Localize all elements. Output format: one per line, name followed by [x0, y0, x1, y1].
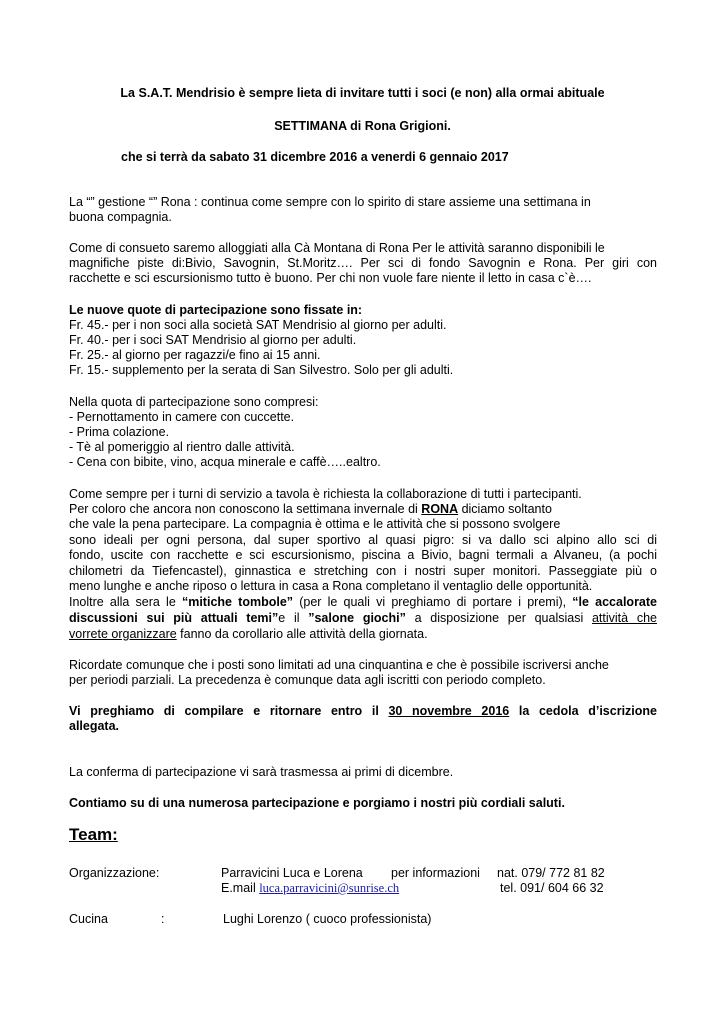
compresi-item: - Pernottamento in camere con cuccette. — [69, 410, 295, 424]
compresi-title: Nella quota di partecipazione sono compresi: — [69, 395, 319, 409]
quote-item: Fr. 40.- per i soci SAT Mendrisio al giorno per adulti. — [69, 333, 357, 347]
servizio-line-4: sono ideali per ogni persona, dal super sportivo al quasi pigro: si va dallo sci alpino allo sci di — [69, 533, 657, 547]
servizio-line-7: meno lunghe e anche riposo o lettura in casa a Rona completano il ventaglio delle opportunità. — [69, 579, 593, 593]
servizio-line-9 — [69, 611, 657, 626]
servizio-line-5: fondo, uscite con racchette e sci escursionismo, piscina a Bivio, bagni termali a Alvaneu, (a pochi — [69, 548, 657, 562]
servizio-text: Per coloro che ancora non conoscono la settimana invernale di — [69, 502, 422, 516]
scadenza-text: la cedola d’iscrizione — [509, 704, 657, 718]
servizio-text: (per le quali vi preghiamo di portare i premi), — [293, 595, 573, 609]
email-link[interactable]: luca.parravicini@sunrise.ch — [259, 881, 400, 895]
servizio-line-8 — [69, 595, 657, 610]
alloggio-line-3: racchette e sci escursionismo tutto è buono. Per chi non vuole fare niente il letto in casa c`è…. — [69, 271, 592, 285]
quote-title: Le nuove quote di partecipazione sono fissate in: — [69, 303, 363, 317]
info-label: per informazioni — [391, 866, 480, 880]
phone-landline: tel. 091/ 604 66 32 — [500, 881, 604, 895]
servizio-line-2 — [69, 502, 552, 517]
compresi-item: - Prima colazione. — [69, 425, 170, 439]
attivita-underlined: vorrete organizzare — [69, 627, 177, 641]
servizio-text: e il — [278, 611, 309, 625]
conferma-line: La conferma di partecipazione vi sarà trasmessa ai primi di dicembre. — [69, 765, 454, 779]
compresi-item: - Tè al pomeriggio al rientro dalle attività. — [69, 440, 295, 454]
servizio-line-1: Come sempre per i turni di servizio a tavola è richiesta la collaborazione di tutti i partecipanti. — [69, 487, 582, 501]
scadenza-line-1 — [69, 704, 657, 719]
salone-giochi-emphasis: ”salone giochi” — [308, 611, 406, 625]
alloggio-line-2: magnifiche piste di:Bivio, Savognin, St.Moritz…. Per sci di fondo Savognin e Rona. Per giri con — [69, 256, 657, 270]
rona-emphasis: RONA — [421, 502, 459, 516]
servizio-text: diciamo soltanto — [458, 502, 552, 516]
intro-line-1: La “” gestione “” Rona : continua come sempre con lo spirito di stare assieme una settimana in — [69, 195, 591, 209]
cucina-colon: : — [161, 912, 165, 926]
saluti-line: Contiamo su di una numerosa partecipazione e porgiamo i nostri più cordiali saluti. — [69, 796, 565, 810]
servizio-line-10 — [69, 627, 428, 642]
email-label: E.mail — [221, 881, 260, 895]
org-name: Parravicini Luca e Lorena — [221, 866, 363, 880]
header-line-1: La S.A.T. Mendrisio è sempre lieta di invitare tutti i soci (e non) alla ormai abituale — [120, 86, 605, 100]
servizio-line-3: che vale la pena partecipare. La compagnia è ottima e le attività che si possono svolgere — [69, 517, 561, 531]
discussioni-emphasis: “le accalorate — [572, 595, 657, 609]
team-heading: Team: — [69, 825, 118, 844]
servizio-line-6: chilometri da Tiefencastel), ginnastica e stretching con i nostri super monitori. Passeggiate più o — [69, 564, 657, 578]
attivita-underlined: attività che — [591, 611, 657, 625]
intro-line-2: buona compagnia. — [69, 210, 172, 224]
quote-item: Fr. 25.- al giorno per ragazzi/e fino ai 15 anni. — [69, 348, 321, 362]
quote-item: Fr. 15.- supplemento per la serata di San Silvestro. Solo per gli adulti. — [69, 363, 454, 377]
posti-line-2: per periodi parziali. La precedenza è comunque data agli iscritti con periodo completo. — [69, 673, 546, 687]
scadenza-text: Vi preghiamo di compilare e ritornare entro il — [69, 704, 389, 718]
quote-item: Fr. 45.- per i non soci alla società SAT Mendrisio al giorno per adulti. — [69, 318, 447, 332]
header-title: SETTIMANA di Rona Grigioni. — [274, 119, 451, 133]
discussioni-emphasis: discussioni sui più attuali temi” — [69, 611, 279, 625]
servizio-text: a disposizione per qualsiasi — [405, 611, 592, 625]
cucina-label: Cucina — [69, 912, 108, 926]
cucina-name: Lughi Lorenzo ( cuoco professionista) — [223, 912, 432, 926]
deadline-date: 30 novembre 2016 — [388, 704, 510, 718]
servizio-text: fanno da corollario alle attività della giornata. — [176, 627, 428, 641]
email-row — [221, 881, 399, 896]
tombole-emphasis: “mitiche tombole” — [181, 595, 294, 609]
servizio-text: Inoltre alla sera le — [69, 595, 182, 609]
header-dates: che si terrà da sabato 31 dicembre 2016 a venerdi 6 gennaio 2017 — [121, 150, 509, 164]
phone-mobile: nat. 079/ 772 81 82 — [497, 866, 605, 880]
org-label: Organizzazione: — [69, 866, 160, 880]
compresi-item: - Cena con bibite, vino, acqua minerale e caffè…..ealtro. — [69, 455, 381, 469]
posti-line-1: Ricordate comunque che i posti sono limitati ad una cinquantina e che è possibile iscriversi anche — [69, 658, 609, 672]
scadenza-line-2: allegata. — [69, 719, 120, 733]
alloggio-line-1: Come di consueto saremo alloggiati alla Cà Montana di Rona Per le attività saranno disponibili le — [69, 241, 605, 255]
